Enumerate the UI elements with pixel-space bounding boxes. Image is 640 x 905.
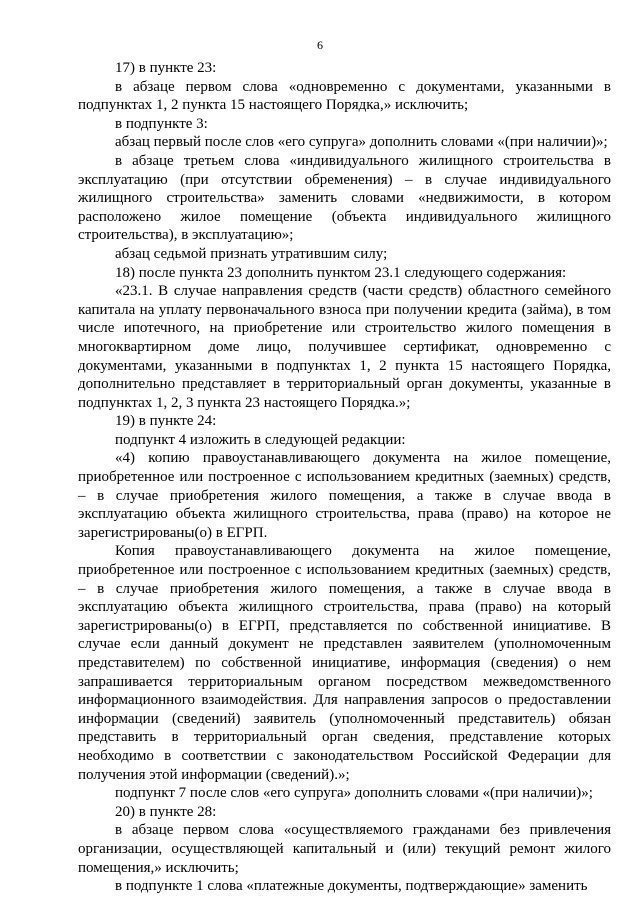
paragraph: в абзаце первом слова «осуществляемого гражданами без привлечения организации, осуществляющей капитальный и (или) текущий ремонт жилого помещения,» исключить;	[78, 822, 611, 876]
paragraph: абзац первый после слов «его супруга» дополнить словами «(при наличии)»;	[115, 134, 608, 151]
paragraph: «23.1. В случае направления средств (части средств) областного семейного капитала на уплату первоначального взноса при получении кредита (займа), в том числе ипотечного, на приобретение или строительство жилого помещения в многоквартирном доме лицо, получившее сертификат, одновременно с документами, указанными в подпунктах 1, 2 пункта 15 настоящего Порядка, дополнительно представляет в территориальный орган документы, указанные в подпунктах 1, 2, 3 пункта 23 настоящего Порядка.»;	[78, 283, 611, 411]
paragraph: в подпункте 3:	[115, 115, 208, 132]
paragraph: 17) в пункте 23:	[115, 60, 217, 76]
paragraph: в подпункте 1 слова «платежные документы, подтверждающие» заменить	[115, 878, 588, 895]
paragraph: подпункт 7 после слов «его супруга» дополнить словами «(при наличии)»;	[115, 785, 593, 802]
paragraph: абзац седьмой признать утратившим силу;	[115, 245, 388, 262]
page-number: 6	[317, 38, 323, 52]
paragraph: Копия правоустанавливающего документа на жилое помещение, приобретенное или построенное с использованием кредитных (заемных) средств, – в случае приобретения жилого помещения, а также в случае ввода в эксплуатацию объекта жилищного строительства, права (право) на который зарегистрированы(о) в ЕГРП, представляется по собственной инициативе. В случае если данный документ не представлен заявителем (уполномоченным представителем) по собственной инициативе, информация (сведения) о нем запрашивается территориальным органом посредством межведомственного информационного взаимодействия. Для направления запросов о предоставлении информации (сведений) заявитель (уполномоченный представитель) обязан представить в территориальный орган сведения, представление которых необходимо в соответствии с законодательством Российской Федерации для получения этой информации (сведений).»;	[78, 543, 611, 783]
paragraph: 20) в пункте 28:	[115, 803, 217, 820]
paragraph: в абзаце первом слова «одновременно с документами, указанными в подпунктах 1, 2 пункта 15 настоящего Порядка,» исключить;	[78, 78, 611, 114]
paragraph: «4) копию правоустанавливающего документа на жилое помещение, приобретенное или построенное с использованием кредитных (заемных) средств, – в случае приобретения жилого помещения, а также в случае ввода в эксплуатацию объекта жилищного строительства, права (право) на которое не зарегистрированы(о) в ЕГРП.	[78, 450, 611, 541]
paragraph: подпункт 4 изложить в следующей редакции:	[115, 431, 406, 448]
document-body	[78, 59, 611, 896]
paragraph: 19) в пункте 24:	[115, 413, 217, 430]
paragraph: в абзаце третьем слова «индивидуального жилищного строительства в эксплуатацию (при отсутствии обременения) – в случае индивидуального жилищного строительства» заменить словами «недвижимости, в котором расположено жилое помещение (объекта индивидуального жилищного строительства), в эксплуатацию»;	[78, 152, 611, 244]
paragraph: 18) после пункта 23 дополнить пунктом 23.1 следующего содержания:	[115, 264, 567, 281]
